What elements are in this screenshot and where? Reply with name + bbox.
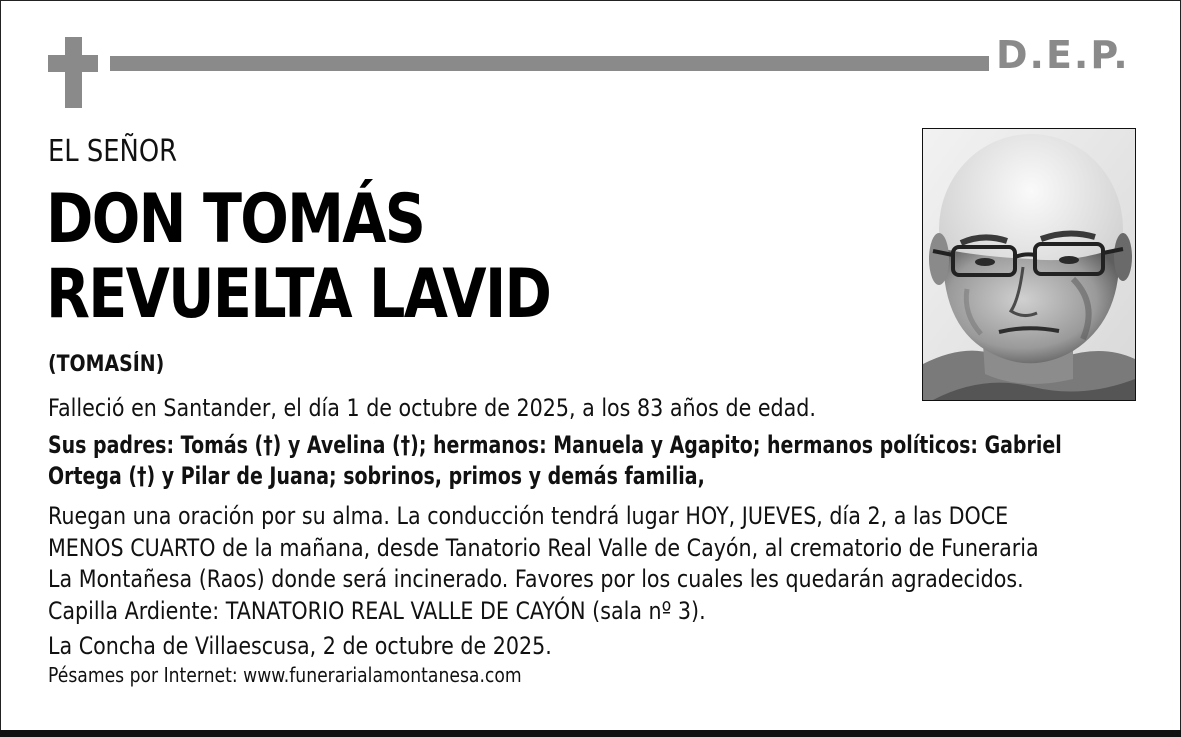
ceremony-line: La Montañesa (Raos) donde será incinerado. Favores por los cuales les quedarán agradecidos. (48, 565, 1024, 593)
deceased-name-line-1: DON TOMÁS (46, 180, 425, 259)
condolences-link: Pésames por Internet: www.funerarialamontanesa.com (48, 663, 522, 687)
place-and-date: La Concha de Villaescusa, 2 de octubre de 2025. (48, 632, 552, 660)
family-paragraph (48, 430, 1062, 492)
dep-label: D.E.P. (996, 33, 1130, 77)
ceremony-paragraph (48, 501, 1039, 627)
honorific-title: EL SEÑOR (48, 134, 178, 169)
deceased-name (46, 182, 550, 332)
header-rule (110, 56, 989, 71)
cross-icon (48, 37, 98, 108)
family-line: Ortega (†) y Pilar de Juana; sobrinos, primos y demás familia, (48, 462, 705, 490)
family-line: Sus padres: Tomás (†) y Avelina (†); hermanos: Manuela y Agapito; hermanos políticos: Gabriel (48, 431, 1062, 459)
deceased-name-line-2: REVUELTA LAVID (46, 255, 551, 334)
deceased-portrait (922, 128, 1136, 401)
deceased-nickname: (TOMASÍN) (48, 352, 165, 377)
ceremony-line: Ruegan una oración por su alma. La conducción tendrá lugar HOY, JUEVES, día 2, a las DOCE (48, 502, 1009, 530)
ceremony-line: MENOS CUARTO de la mañana, desde Tanatorio Real Valle de Cayón, al crematorio de Funeraria (48, 533, 1039, 562)
death-announcement: Falleció en Santander, el día 1 de octubre de 2025, a los 83 años de edad. (48, 394, 816, 422)
ceremony-line: Capilla Ardiente: TANATORIO REAL VALLE DE CAYÓN (sala nº 3). (48, 596, 706, 625)
bottom-border (0, 730, 1181, 737)
